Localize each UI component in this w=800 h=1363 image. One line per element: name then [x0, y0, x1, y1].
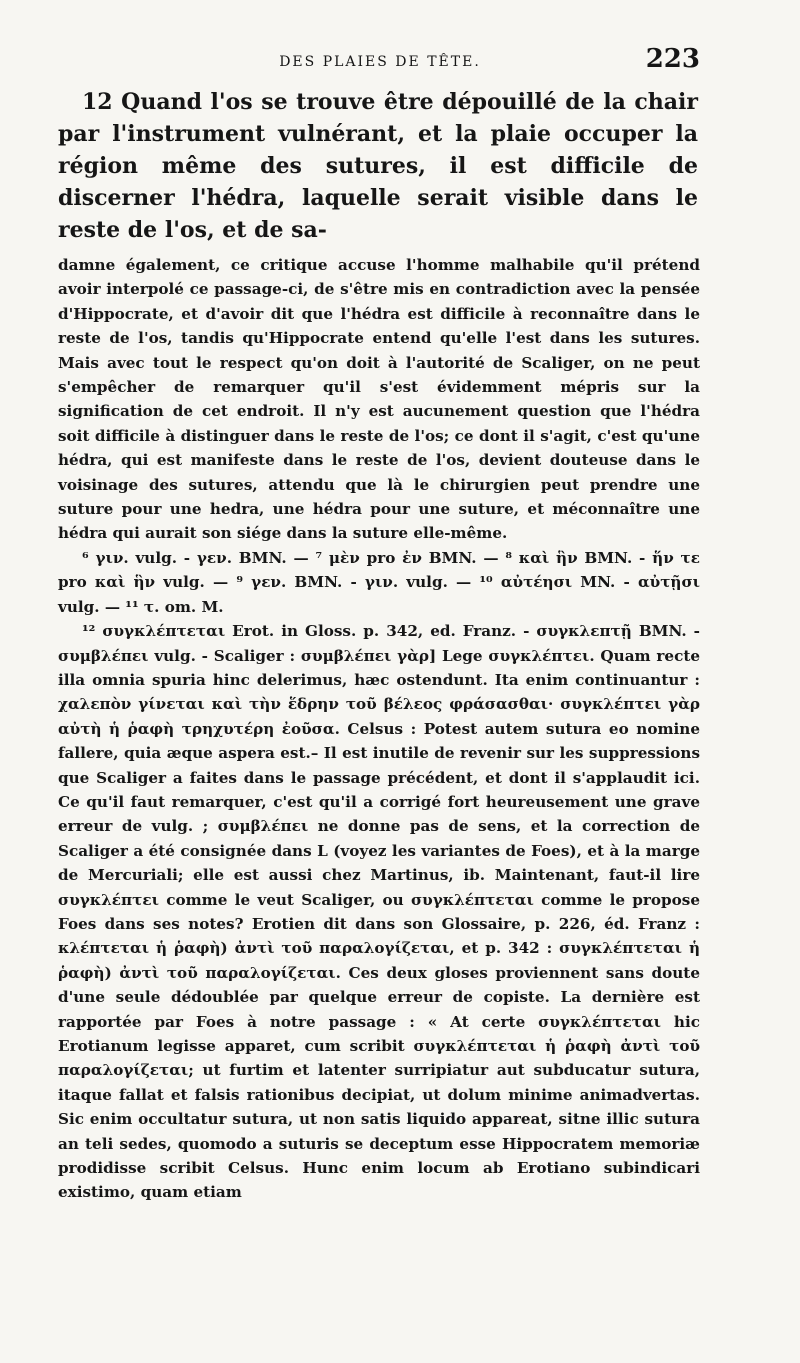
footnote-commentary: damne également, ce critique accuse l'homme malhabile qu'il prétend avoir interpolé ce passage-ci, de s'être mis en contradiction avec la pensée d'Hippocrate, et d'avoir dit que l'hédra est difficile à reconnaître dans le reste de l'os, tandis qu'Hippocrate entend qu'elle l'est dans les sutures. Mais avec tout le respect qu'on doit à l'autorité de Scaliger, on ne peut s'empêcher de remarquer qu'il s'est évidemment mépris sur la signification de cet endroit. Il n'y est aucunement question que l'hédra soit difficile à distinguer dans le reste de l'os; ce dont il s'agit, c'est qu'une hédra, qui est manifeste dans le reste de l'os, devient douteuse dans le voisinage des sutures, attendu que là le chirurgien peut prendre une suture pour une hedra, une hédra pour une suture, et méconnaître une hédra qui aurait son siége dans la suture elle-même. — [58, 256, 700, 543]
footnote-variants: ⁶ γιν. vulg. - γεν. BMN. — ⁷ μὲν pro ἐν BMN. — ⁸ καὶ ἣν BMN. - ἥν τε pro καὶ ἣν vulg. — ⁹ γεν. BMN. - γιν. vulg. — ¹⁰ αὐτέησι MN. - αὐτῇσι vulg. — ¹¹ τ. om. M. — [58, 548, 700, 616]
page-header — [60, 42, 700, 82]
footnotes-block — [58, 253, 700, 1205]
page-number: 223 — [645, 44, 700, 74]
footnote-12: ¹² συγκλέπτεται Erot. in Gloss. p. 342, ed. Franz. - συγκλεπτῇ BMN. - συμβλέπει vulg. - Scaliger : συμβλέπει γὰρ] Lege συγκλέπτει. Quam recte illa omnia spuria hinc delerimus, hæc ostendunt. Ita enim continuantur : χαλεπὸν γίνεται καὶ τὴν ἕδρην τοῦ βέλεος φράσασθαι· συγκλέπτει γὰρ αὐτὴ ἡ ῥαφὴ τρηχυτέρη ἐοῦσα. Celsus : Potest autem sutura eo nomine fallere, quia æque aspera est.– Il est inutile de revenir sur les suppressions que Scaliger a faites dans le passage précédent, et dont il s'applaudit ici. Ce qu'il faut remarquer, c'est qu'il a corrigé fort heureusement une grave erreur de vulg. ; συμβλέπει ne donne pas de sens, et la correction de Scaliger a été consignée dans L (voyez les variantes de Foes), et à la marge de Mercuriali; elle est aussi chez Martinus, ib. Maintenant, faut-il lire συγκλέπτει comme le veut Scaliger, ou συγκλέπτεται comme le propose Foes dans ses notes? Erotien dit dans son Glossaire, p. 226, éd. Franz : κλέπτεται ἡ ῥαφὴ) ἀντὶ τοῦ παραλογίζεται, et p. 342 : συγκλέπτεται ἡ ῥαφὴ) ἀντὶ τοῦ παραλογίζεται. Ces deux gloses proviennent sans doute d'une seule dédoublée par quelque erreur de copiste. La dernière est rapportée par Foes à notre passage : « At certe συγκλέπτεται hic Erotianum legisse apparet, cum scribit συγκλέπτεται ἡ ῥαφὴ ἀντὶ τοῦ παραλογίζεται; ut furtim et latenter surripiatur aut subducatur sutura, itaque fallat et falsis rationibus decipiat, ut dolum minime animadvertas. Sic enim occultatur sutura, ut non satis liquido appareat, sitne illic sutura an teli sedes, quomodo a suturis se deceptum esse Hippocratem memoriæ prodidisse scribit Celsus. Hunc enim locum ab Erotiano subindicari existimo, quam etiam — [58, 622, 700, 1202]
running-head: DES PLAIES DE TÊTE. — [279, 54, 481, 70]
main-paragraph: 12 Quand l'os se trouve être dépouillé de la chair par l'instrument vulnérant, et la plaie occuper la région même des sutures, il est difficile de discerner l'hédra, laquelle serait visible dans le reste de l'os, et de sa- — [58, 89, 698, 243]
main-text-block — [58, 86, 698, 246]
